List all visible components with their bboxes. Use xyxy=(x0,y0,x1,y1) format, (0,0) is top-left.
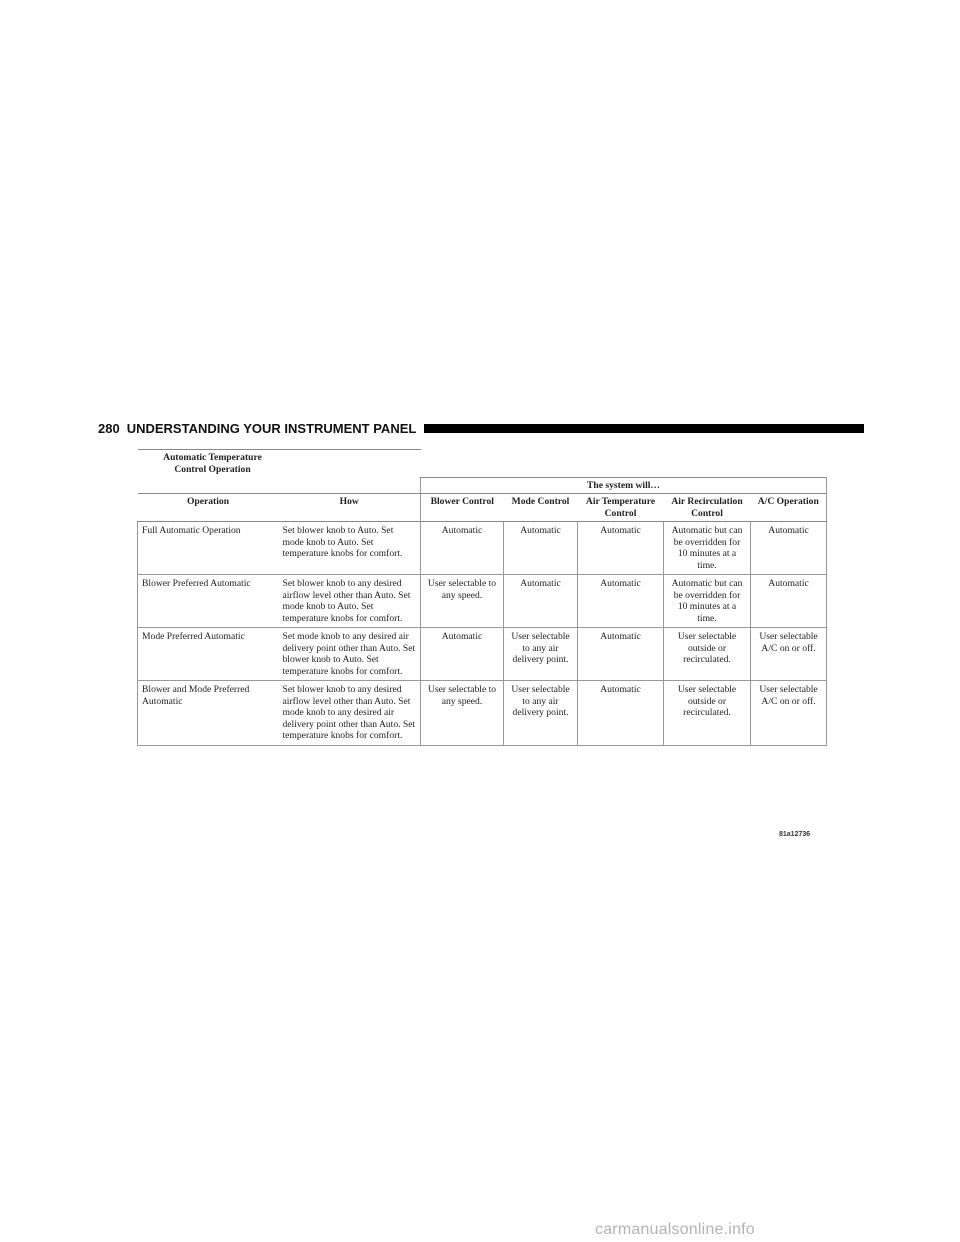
cell-how: Set blower knob to any desired airflow level other than Auto. Set mode knob to any desired air delivery point other than Auto. Set temperature knobs for comfort. xyxy=(279,681,421,746)
atc-operation-table xyxy=(137,449,827,746)
cell-air-temperature-control: Automatic xyxy=(578,575,664,628)
cell-operation: Full Automatic Operation xyxy=(138,522,279,575)
col-header-blower-control: Blower Control xyxy=(421,494,504,522)
col-header-operation: Operation xyxy=(138,494,279,522)
page-header xyxy=(98,418,864,438)
cell-blower-control: User selectable to any speed. xyxy=(421,681,504,746)
cell-air-temperature-control: Automatic xyxy=(578,522,664,575)
col-header-air-recirculation-control: Air Recirculation Control xyxy=(664,494,751,522)
table-title xyxy=(138,450,421,478)
cell-operation: Blower and Mode Preferred Automatic xyxy=(138,681,279,746)
cell-ac-operation: User selectable A/C on or off. xyxy=(751,628,827,681)
col-header-how: How xyxy=(279,494,421,522)
page-number: 280 xyxy=(98,420,120,436)
table-row xyxy=(138,522,827,575)
table-title-text: Automatic Temperature Control Operation xyxy=(163,452,262,475)
watermark-text: carmanualsonline.info xyxy=(595,1221,755,1238)
col-header-mode-control: Mode Control xyxy=(504,494,578,522)
col-header-ac-operation: A/C Operation xyxy=(751,494,827,522)
cell-how: Set blower knob to any desired airflow level other than Auto. Set mode knob to Auto. Set temperature knobs for comfort. xyxy=(279,575,421,628)
cell-ac-operation: User selectable A/C on or off. xyxy=(751,681,827,746)
cell-blower-control: Automatic xyxy=(421,522,504,575)
cell-ac-operation: Automatic xyxy=(751,522,827,575)
header-rule xyxy=(424,424,864,433)
cell-air-recirculation-control: Automatic but can be overridden for 10 minutes at a time. xyxy=(664,575,751,628)
cell-air-recirculation-control: Automatic but can be overridden for 10 minutes at a time. xyxy=(664,522,751,575)
cell-mode-control: Automatic xyxy=(504,575,578,628)
cell-how: Set blower knob to Auto. Set mode knob to Auto. Set temperature knobs for comfort. xyxy=(279,522,421,575)
group-header: The system will… xyxy=(421,477,827,494)
cell-mode-control: User selectable to any air delivery point. xyxy=(504,681,578,746)
cell-operation: Mode Preferred Automatic xyxy=(138,628,279,681)
cell-blower-control: Automatic xyxy=(421,628,504,681)
figure-code: 81a12736 xyxy=(779,831,811,838)
cell-air-temperature-control: Automatic xyxy=(578,628,664,681)
section-title: UNDERSTANDING YOUR INSTRUMENT PANEL xyxy=(126,420,417,436)
cell-air-recirculation-control: User selectable outside or recirculated. xyxy=(664,628,751,681)
cell-air-recirculation-control: User selectable outside or recirculated. xyxy=(664,681,751,746)
col-header-air-temperature-control: Air Temperature Control xyxy=(578,494,664,522)
cell-operation: Blower Preferred Automatic xyxy=(138,575,279,628)
table-row xyxy=(138,575,827,628)
cell-mode-control: User selectable to any air delivery point. xyxy=(504,628,578,681)
table-row xyxy=(138,628,827,681)
cell-mode-control: Automatic xyxy=(504,522,578,575)
cell-blower-control: User selectable to any speed. xyxy=(421,575,504,628)
cell-air-temperature-control: Automatic xyxy=(578,681,664,746)
cell-ac-operation: Automatic xyxy=(751,575,827,628)
cell-how: Set mode knob to any desired air delivery point other than Auto. Set blower knob to Auto. Set temperature knobs for comfort. xyxy=(279,628,421,681)
table-row xyxy=(138,681,827,746)
